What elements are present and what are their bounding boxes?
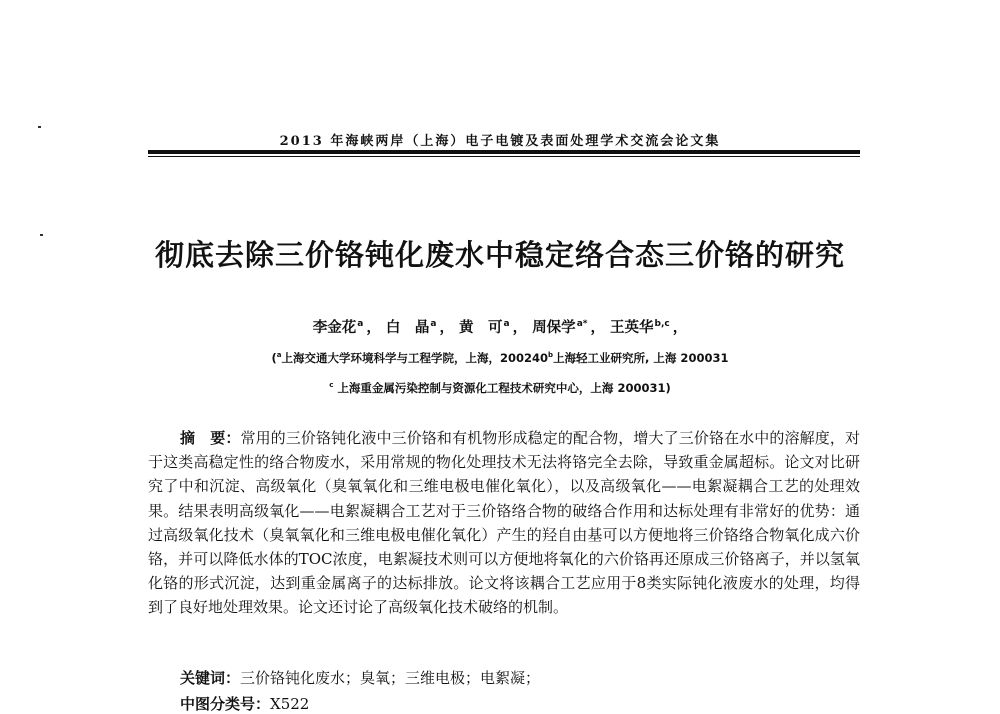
author-affiliation-mark: a	[430, 319, 437, 330]
author-affiliation-mark: a	[357, 319, 364, 330]
scan-speck	[38, 126, 41, 128]
abstract-text: 常用的三价铬钝化液中三价铬和有机物形成稳定的配合物，增大了三价铬在水中的溶解度，对于这类高稳定性的络合物废水，采用常规的物化处理技术无法将铬完全去除，导致重金属超标。论文对比研究了中和沉淀、高级氧化（臭氧氧化和三维电极电催化氧化），以及高级氧化——电絮凝耦合工艺的处理效果。结果表明高级氧化——电絮凝耦合工艺对于三价铬络合物的破络合作用和达标处理有非常好的优势：通过高级氧化技术（臭氧氧化和三维电极电催化氧化）产生的羟自由基可以方便地将三价铬络合物氧化成六价铬，并可以降低水体的TOC浓度，电絮凝技术则可以方便地将氧化的六价铬再还原成三价铬离子，并以氢氧化铬的形式沉淀，达到重金属离子的达标排放。论文将该耦合工艺应用于8类实际钝化液废水的处理，均得到了良好地处理效果。论文还讨论了高级氧化技术破络的机制。	[148, 429, 860, 617]
affiliation-a: 上海交通大学环境科学与工程学院，上海，200240	[281, 351, 549, 365]
author-affiliation-mark: b,c	[654, 319, 670, 330]
proceedings-header: 2013 年海峡两岸（上海）电子电镀及表面处理学术交流会论文集	[279, 134, 721, 149]
affiliation-line-1: ($^a$上海交通大学环境科学与工程学院，上海，200240$^b$上海轻工业研究所, 上海 200031	[271, 351, 729, 365]
author-separator: ，	[672, 320, 688, 336]
author-name: 黄 可	[459, 320, 503, 336]
author-separator: ，	[590, 320, 605, 336]
abstract	[148, 426, 860, 620]
affiliation-mark-a: a	[276, 351, 282, 360]
clc-label: 中图分类号：	[180, 695, 271, 713]
keywords-label: 关键词：	[180, 669, 241, 687]
author-name: 王英华	[610, 320, 654, 336]
classification-number	[180, 693, 309, 714]
author-affiliation-mark: a*	[576, 319, 588, 330]
affiliation-mark-b: b	[548, 351, 554, 360]
abstract-label: 摘 要：	[180, 429, 241, 447]
author-separator: ，	[439, 320, 454, 336]
header-rule-thin	[148, 156, 860, 157]
author-name: 白 晶	[385, 320, 430, 336]
paper-title: 彻底去除三价铬钝化废水中稳定络合态三价铬的研究	[154, 238, 845, 272]
keywords	[180, 667, 540, 688]
author-separator: ，	[512, 320, 528, 336]
header-rule-thick	[148, 150, 860, 154]
affiliation-mark-c: c	[329, 381, 334, 390]
author-separator: ，	[366, 320, 381, 336]
affiliation-line-2	[0, 380, 1000, 396]
abstract-paragraph	[148, 426, 860, 620]
affiliation-b: 上海轻工业研究所, 上海 200031	[553, 351, 729, 365]
author-affiliation-mark: a	[503, 319, 510, 330]
keywords-text: 三价铬钝化废水；臭氧；三维电极；电絮凝；	[240, 669, 541, 687]
clc-text: X522	[270, 695, 310, 713]
author-name: 周保学	[532, 320, 576, 336]
affiliation-c: 上海重金属污染控制与资源化工程技术研究中心，上海 200031)	[337, 381, 671, 395]
author-name: 李金花	[312, 320, 357, 336]
author-list	[0, 316, 1000, 337]
